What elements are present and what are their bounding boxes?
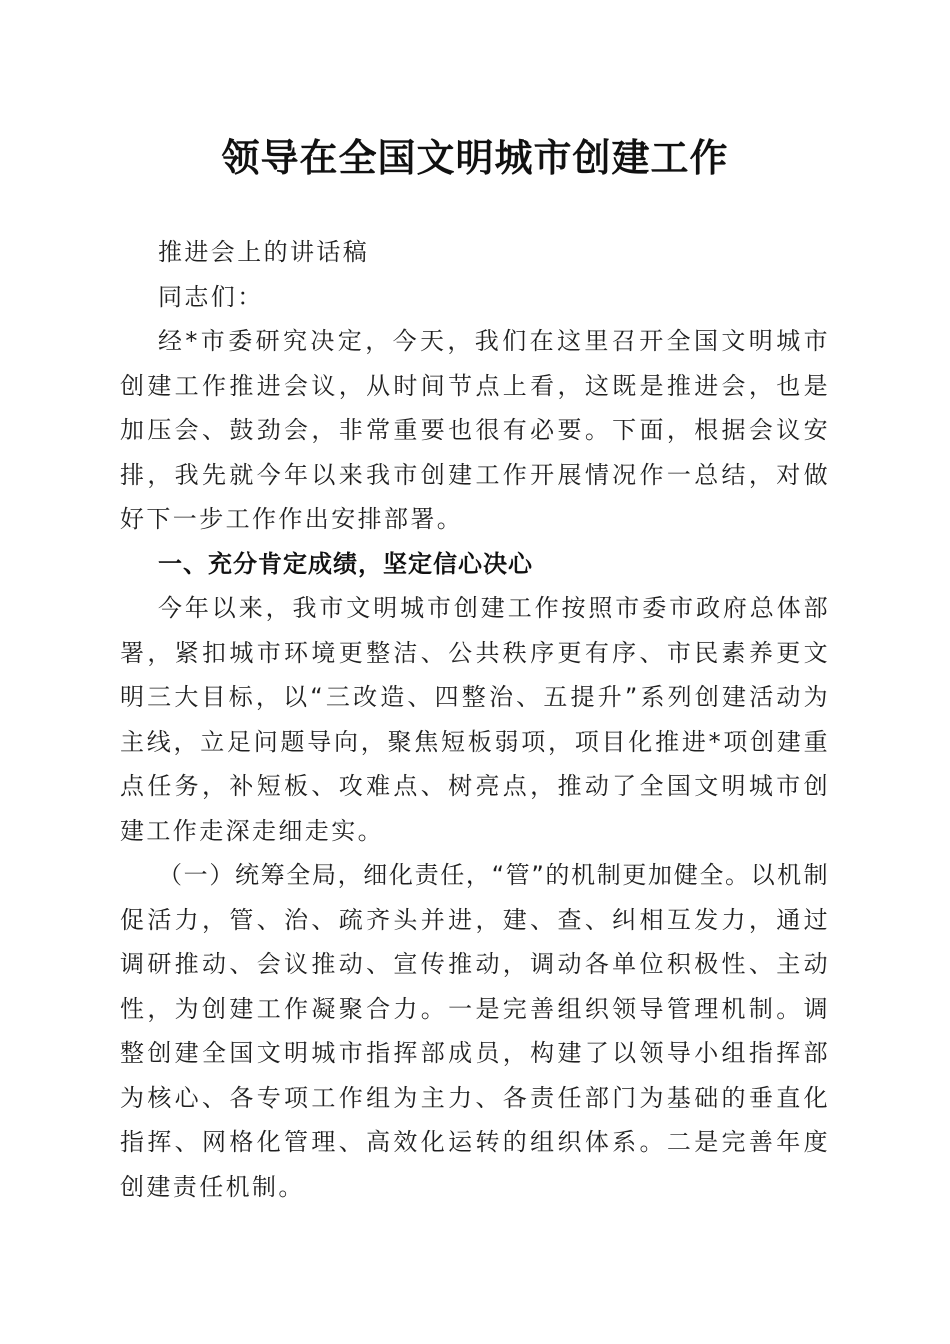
document-body — [120, 230, 830, 1209]
section-1-paragraph: 今年以来，我市文明城市创建工作按照市委市政府总体部署，紧扣城市环境更整洁、公共秩序更有序、市民素养更文明三大目标，以“三改造、四整治、五提升”系列创建活动为主线，立足问题导向，聚焦短板弱项，项目化推进*项创建重点任务，补短板、攻难点、树亮点，推动了全国文明城市创建工作走深走细走实。 — [120, 594, 830, 845]
subsection-1-text: 以机制促活力，管、治、疏齐头并进，建、查、纠相互发力，通过调研推动、会议推动、宣传推动，调动各单位积极性、主动性，为创建工作凝聚合力。一是完善组织领导管理机制。调整创建全国文明城市指挥部成员，构建了以领导小组指挥部为核心、各专项工作组为主力、各责任部门为基础的垂直化指挥、网格化管理、高效化运转的组织体系。二是完善年度创建责任机制。 — [120, 861, 831, 1201]
subsection-1-lead: （一）统筹全局，细化责任，“管”的机制更加健全。 — [158, 861, 751, 889]
intro-paragraph: 经*市委研究决定，今天，我们在这里召开全国文明城市创建工作推进会议，从时间节点上看，这既是推进会，也是加压会、鼓劲会，非常重要也很有必要。下面，根据会议安排，我先就今年以来我市创建工作开展情况作一总结，对做好下一步工作作出安排部署。 — [120, 327, 830, 533]
document-subtitle: 推进会上的讲话稿 — [158, 238, 370, 266]
subsection-1-paragraph — [120, 853, 830, 1209]
document-title: 领导在全国文明城市创建工作 — [221, 135, 729, 180]
section-1-heading: 一、充分肯定成绩，坚定信心决心 — [158, 549, 533, 578]
salutation: 同志们： — [158, 282, 264, 311]
